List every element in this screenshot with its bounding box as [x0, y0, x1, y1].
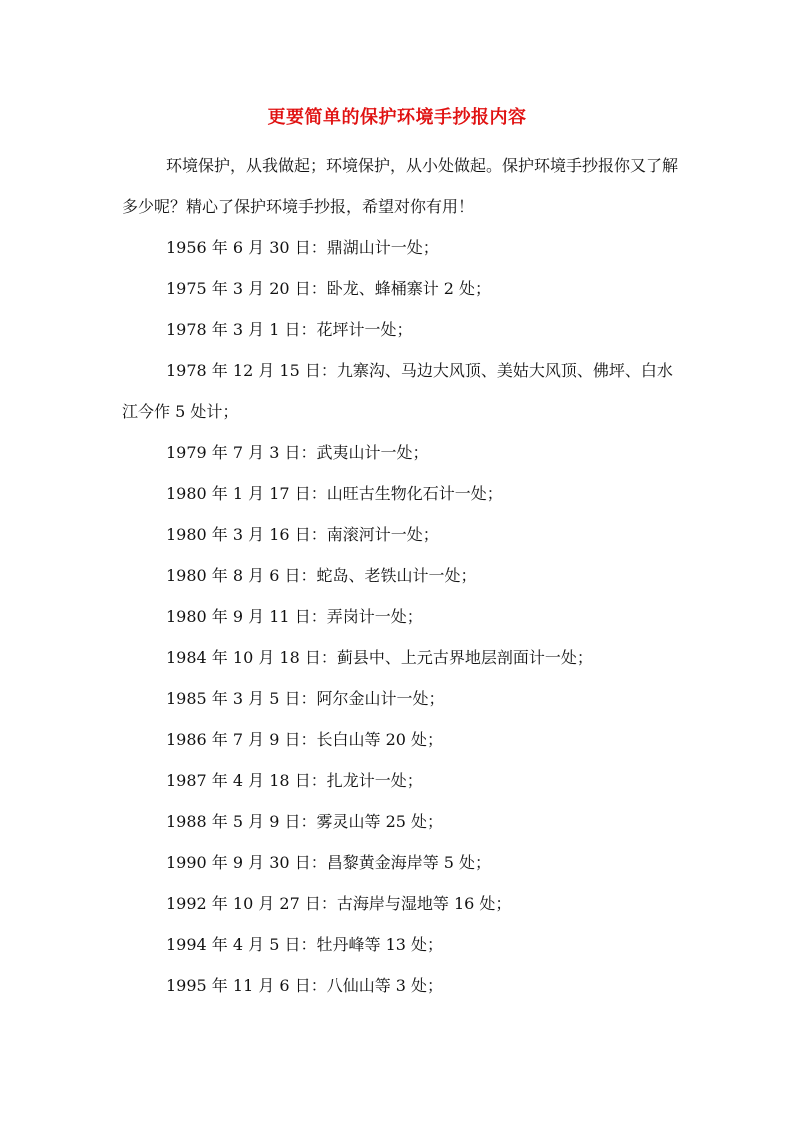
list-item: 1987 年 4 月 18 日：扎龙计一处； [166, 771, 423, 790]
list-item: 1992 年 10 月 27 日：古海岸与湿地等 16 处； [166, 894, 512, 913]
list-item: 1978 年 3 月 1 日：花坪计一处； [166, 320, 413, 339]
entry-list [122, 227, 678, 1006]
intro-paragraph: 环境保护，从我做起；环境保护，从小处做起。保护环境手抄报你又了解多少呢？精心了保护环境手抄报，希望对你有用！ [122, 156, 679, 216]
list-item: 1980 年 9 月 11 日：弄岗计一处； [166, 607, 423, 626]
list-item: 1980 年 8 月 6 日：蛇岛、老铁山计一处； [166, 566, 477, 585]
list-item: 1988 年 5 月 9 日：雾灵山等 25 处； [166, 812, 444, 831]
list-item: 1980 年 3 月 16 日：南滚河计一处； [166, 525, 439, 544]
list-item: 1985 年 3 月 5 日：阿尔金山计一处； [166, 689, 445, 708]
list-item: 1986 年 7 月 9 日：长白山等 20 处； [166, 730, 444, 749]
list-item: 1975 年 3 月 20 日：卧龙、蜂桶寨计 2 处； [166, 279, 492, 298]
list-item: 1978 年 12 月 15 日：九寨沟、马边大风顶、美姑大风顶、佛坪、白水江今作 5 处计； [122, 361, 673, 421]
list-item: 1994 年 4 月 5 日：牡丹峰等 13 处； [166, 935, 444, 954]
list-item: 1980 年 1 月 17 日：山旺古生物化石计一处； [166, 484, 503, 503]
list-item: 1956 年 6 月 30 日：鼎湖山计一处； [166, 238, 439, 257]
list-item: 1990 年 9 月 30 日：昌黎黄金海岸等 5 处； [166, 853, 492, 872]
document-title: 更要简单的保护环境手抄报内容 [267, 107, 527, 128]
list-item: 1995 年 11 月 6 日：八仙山等 3 处； [166, 976, 444, 995]
list-item: 1979 年 7 月 3 日：武夷山计一处； [166, 443, 429, 462]
list-item: 1984 年 10 月 18 日：蓟县中、上元古界地层剖面计一处； [166, 648, 593, 667]
